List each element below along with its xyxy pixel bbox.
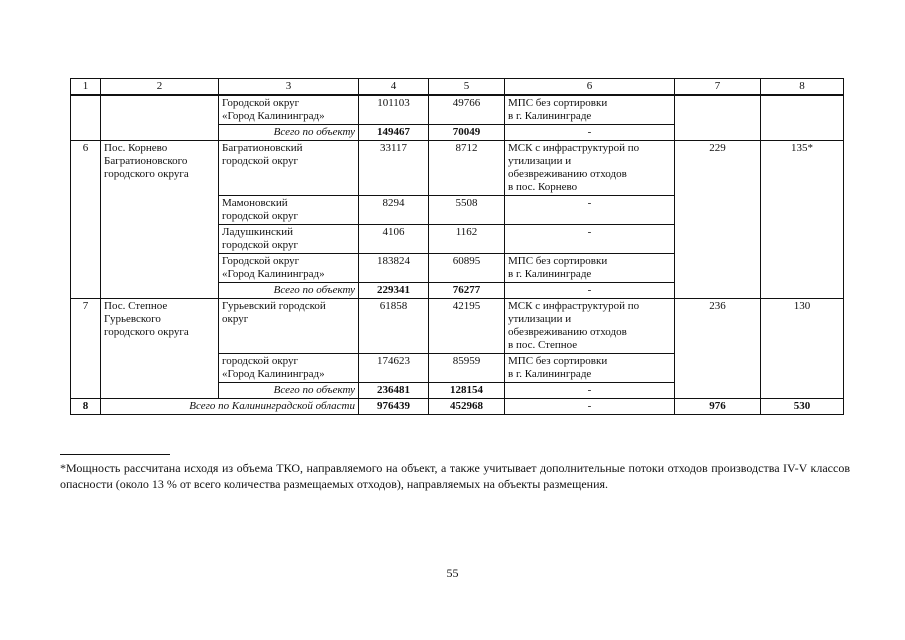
source-district-cell: городской округ «Город Калининград» [219, 354, 359, 383]
table-row [71, 299, 844, 354]
table-cell [761, 95, 844, 141]
footnote-divider [60, 454, 170, 455]
facility-cell: МСК с инфраструктурой по утилизации и обезвреживанию отходов в пос. Степное [505, 299, 675, 354]
capacity-cell: 130 [761, 299, 844, 399]
subtotal-label-cell: Всего по объекту [219, 383, 359, 399]
subtotal-label-cell: Всего по объекту [219, 125, 359, 141]
row-number-cell: 7 [71, 299, 101, 399]
value-cell: 4106 [359, 225, 429, 254]
column-number-header-row [71, 79, 844, 96]
header-cell: 5 [429, 79, 505, 96]
subtotal-value-cell: 149467 [359, 125, 429, 141]
facility-cell: МПС без сортировки в г. Калининграде [505, 354, 675, 383]
value-cell: 49766 [429, 95, 505, 125]
facility-cell: - [505, 399, 675, 415]
value-cell: 60895 [429, 254, 505, 283]
facility-cell: - [505, 196, 675, 225]
page-number: 55 [446, 566, 459, 580]
subtotal-value-cell: 128154 [429, 383, 505, 399]
value-cell: 8712 [429, 141, 505, 196]
value-cell: 183824 [359, 254, 429, 283]
facility-cell: МПС без сортировки в г. Калининграде [505, 95, 675, 125]
grand-total-capacity-cell: 976 [675, 399, 761, 415]
capacity-cell: 236 [675, 299, 761, 399]
row-number-cell: 8 [71, 399, 101, 415]
footnote-text: *Мощность рассчитана исходя из объема ТКО, направляемого на объект, а также учитывает дополнительные потоки отходов производства IV-V классов опасности (около 13 % от всего количества размещаемых отходов), направляемых на объекты размещения. [60, 461, 850, 491]
capacity-cell: 135* [761, 141, 844, 299]
table-cell [675, 95, 761, 141]
header-cell: 4 [359, 79, 429, 96]
grand-total-row [71, 399, 844, 415]
object-location-cell: Пос. Степное Гурьевского городского округа [101, 299, 219, 399]
value-cell: 101103 [359, 95, 429, 125]
source-district-cell: Гурьевский городской округ [219, 299, 359, 354]
grand-total-capacity-cell: 530 [761, 399, 844, 415]
row-number-cell: 6 [71, 141, 101, 299]
value-cell: 8294 [359, 196, 429, 225]
facility-cell: - [505, 125, 675, 141]
value-cell: 33117 [359, 141, 429, 196]
value-cell: 1162 [429, 225, 505, 254]
value-cell: 174623 [359, 354, 429, 383]
table-row [71, 141, 844, 196]
facility-cell: - [505, 283, 675, 299]
facility-cell: МПС без сортировки в г. Калининграде [505, 254, 675, 283]
table-cell [101, 95, 219, 141]
header-cell: 3 [219, 79, 359, 96]
subtotal-value-cell: 70049 [429, 125, 505, 141]
facility-cell: - [505, 383, 675, 399]
grand-total-value-cell: 976439 [359, 399, 429, 415]
value-cell: 42195 [429, 299, 505, 354]
source-district-cell: Багратионовский городской округ [219, 141, 359, 196]
subtotal-label-cell: Всего по объекту [219, 283, 359, 299]
capacity-cell: 229 [675, 141, 761, 299]
value-cell: 85959 [429, 354, 505, 383]
header-cell: 2 [101, 79, 219, 96]
facility-cell: - [505, 225, 675, 254]
subtotal-value-cell: 236481 [359, 383, 429, 399]
header-cell: 1 [71, 79, 101, 96]
header-cell: 6 [505, 79, 675, 96]
table-row [71, 95, 844, 125]
object-location-cell: Пос. Корнево Багратионовского городского округа [101, 141, 219, 299]
subtotal-value-cell: 229341 [359, 283, 429, 299]
table-cell [71, 95, 101, 141]
value-cell: 61858 [359, 299, 429, 354]
grand-total-value-cell: 452968 [429, 399, 505, 415]
subtotal-value-cell: 76277 [429, 283, 505, 299]
value-cell: 5508 [429, 196, 505, 225]
source-district-cell: Ладушкинский городской округ [219, 225, 359, 254]
source-district-cell: Городской округ «Город Калининград» [219, 95, 359, 125]
grand-total-label-cell: Всего по Калининградской области [101, 399, 359, 415]
header-cell: 7 [675, 79, 761, 96]
header-cell: 8 [761, 79, 844, 96]
waste-facilities-table [70, 78, 844, 415]
source-district-cell: Мамоновский городской округ [219, 196, 359, 225]
source-district-cell: Городской округ «Город Калининград» [219, 254, 359, 283]
facility-cell: МСК с инфраструктурой по утилизации и обезвреживанию отходов в пос. Корнево [505, 141, 675, 196]
